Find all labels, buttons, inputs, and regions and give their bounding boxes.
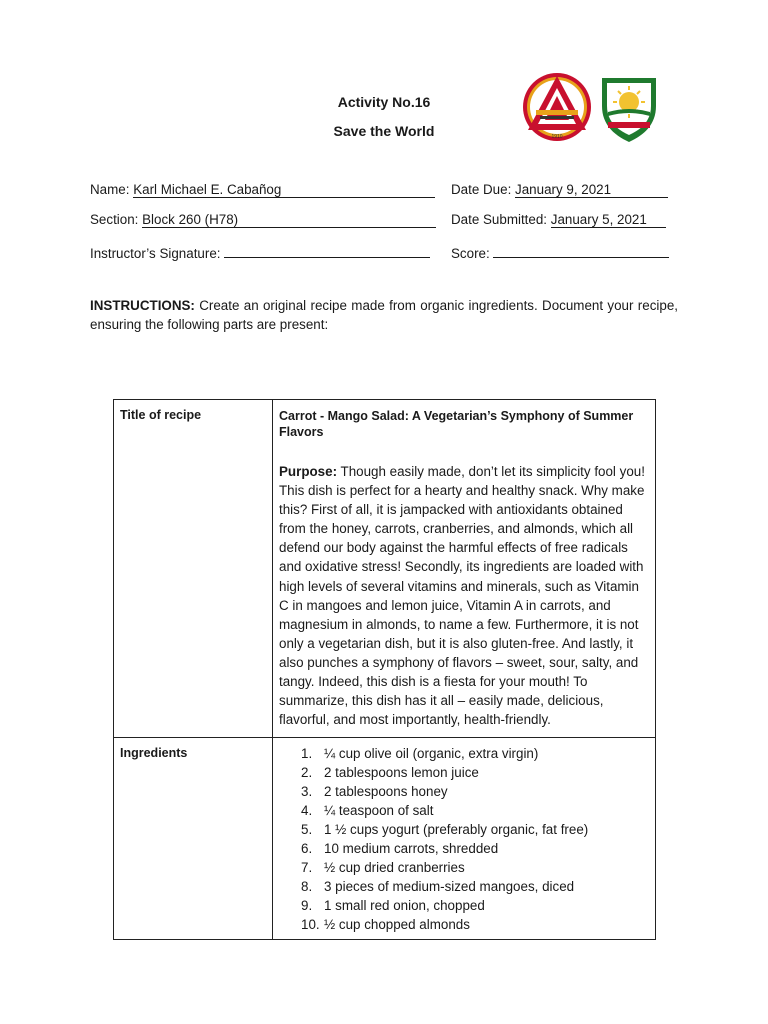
ingredient-number: 6.	[301, 841, 313, 857]
ingredient-item	[301, 820, 649, 839]
ingredient-item	[301, 915, 649, 934]
ingredient-number: 9.	[301, 898, 313, 914]
ingredient-item	[301, 782, 649, 801]
title-of-recipe-label: Title of recipe	[114, 400, 273, 738]
ingredient-number: 4.	[301, 803, 313, 819]
section-value: Block 260 (H78)	[142, 212, 239, 227]
ingredients-cell	[273, 738, 656, 940]
ingredient-text: ½ cup dried cranberries	[324, 860, 465, 876]
ingredients-list	[279, 744, 649, 934]
date-submitted-field	[451, 212, 666, 228]
name-label: Name:	[90, 182, 130, 197]
instructions-paragraph	[90, 296, 678, 334]
ingredient-item	[301, 877, 649, 896]
ingredient-text: ¼ teaspoon of salt	[324, 803, 434, 819]
ingredient-number: 7.	[301, 860, 313, 876]
ingredient-text: ¼ cup olive oil (organic, extra virgin)	[324, 746, 539, 762]
purpose-label: Purpose:	[279, 464, 338, 479]
table-row-ingredients	[114, 738, 656, 940]
ingredient-number: 10.	[301, 917, 320, 933]
ingredient-number: 1.	[301, 746, 313, 762]
name-value: Karl Michael E. Cabañog	[133, 182, 282, 197]
ingredient-number: 5.	[301, 822, 313, 838]
ingredient-text: ½ cup chopped almonds	[324, 917, 470, 933]
ingredient-item	[301, 801, 649, 820]
ingredient-number: 2.	[301, 765, 313, 781]
ingredient-item	[301, 896, 649, 915]
section-field	[90, 212, 436, 228]
ingredient-text: 1 ½ cups yogurt (preferably organic, fat free)	[324, 822, 589, 838]
date-submitted-label: Date Submitted:	[451, 212, 548, 227]
score-field	[451, 242, 669, 261]
date-due-value: January 9, 2021	[515, 182, 612, 197]
recipe-table	[113, 399, 656, 940]
date-due-label: Date Due:	[451, 182, 512, 197]
purpose-paragraph	[279, 462, 649, 729]
ingredient-item	[301, 839, 649, 858]
date-submitted-value: January 5, 2021	[550, 212, 647, 227]
ingredient-item	[301, 763, 649, 782]
table-row-title	[114, 400, 656, 738]
ingredient-text: 1 small red onion, chopped	[324, 898, 485, 914]
ingredient-item	[301, 744, 649, 763]
purpose-text: Though easily made, don’t let its simplicity fool you! This dish is perfect for a hearty and healthy snack. Why make this? First of all, it is jampacked with antioxidants obtained from the honey, carrots, cranberries, and almonds, which all defend our body against the harmful effects of free radicals and oxidative stress! Secondly, its ingredients are loaded with high levels of several vitamins and minerals, such as Vitamin C in mangoes and lemon juice, Vitamin A in carrots, and magnesium in almonds, to name a few. Furthermore, it is not only a vegetarian dish, but it is also gluten-free. And lastly, it also punches a symphony of flavors – sweet, sour, salty, and tangy. Indeed, this dish is a fiesta for your mouth! To summarize, this dish has it all – easily made, delicious, flavorful, and most importantly, health-friendly.	[279, 464, 645, 728]
ingredient-number: 3.	[301, 784, 313, 800]
ingredient-text: 2 tablespoons honey	[324, 784, 448, 800]
activity-subtitle: Save the World	[333, 123, 435, 139]
school-seal-red-logo	[520, 70, 594, 144]
signature-label: Instructor’s Signature:	[90, 246, 221, 261]
recipe-title: Carrot - Mango Salad: A Vegetarian’s Symphony of Summer Flavors	[279, 409, 634, 439]
ingredients-label: Ingredients	[114, 738, 273, 940]
ingredient-item	[301, 858, 649, 877]
seal-year-text: 1910	[551, 134, 563, 140]
college-shield-green-logo	[598, 72, 660, 144]
ingredient-text: 3 pieces of medium-sized mangoes, diced	[324, 879, 575, 895]
name-field	[90, 182, 435, 198]
ingredient-text: 10 medium carrots, shredded	[324, 841, 499, 857]
instructor-signature-field	[90, 242, 430, 261]
date-due-field	[451, 182, 668, 198]
instructions-text: Create an original recipe made from organic ingredients. Document your recipe, ensuring the following parts are present:	[90, 298, 678, 332]
activity-title: Activity No.16	[337, 94, 431, 110]
recipe-content-cell	[273, 400, 656, 738]
section-label: Section:	[90, 212, 139, 227]
score-label: Score:	[451, 246, 490, 261]
ingredient-number: 8.	[301, 879, 313, 895]
instructions-label: INSTRUCTIONS:	[90, 298, 195, 313]
ingredient-text: 2 tablespoons lemon juice	[324, 765, 479, 781]
